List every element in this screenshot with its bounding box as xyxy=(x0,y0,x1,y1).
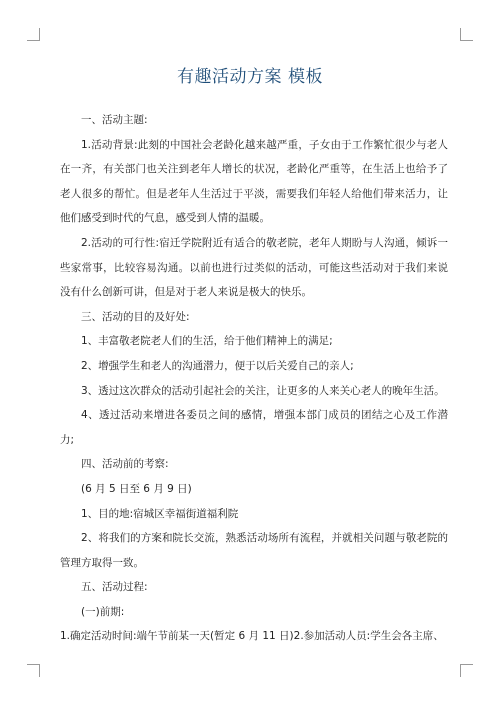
document-title: 有趣活动方案 模板 xyxy=(177,67,323,87)
paragraph-feasibility: 2.活动的可行性:宿迁学院附近有适合的敬老院，老年人期盼与人沟通，倾诉一些家常事，比较容易沟通。以前也进行过类似的活动，可能这些活动对于我们来说没有什么创新可讲，但是对于老人来说是极大的快乐。 xyxy=(60,236,448,299)
paragraph-background: 1.活动背景:此刻的中国社会老龄化越来越严重，子女由于工作繁忙很少与老人在一齐，有关部门也关注到老年人增长的状况，老龄化严重等，在生活上也给予了老人很多的帮忙。但是老年人生活过于平淡，需要我们年轻人给他们带来活力，让他们感受到时代的气息，感受到人情的温暖。 xyxy=(60,138,448,225)
section-heading-process: 五、活动过程: xyxy=(81,581,148,594)
purpose-item-4: 4、透过活动来增进各委员之间的感情，增强本部门成员的团结之心及工作潜力; xyxy=(60,409,448,446)
crop-mark-bottom-left xyxy=(27,664,40,677)
process-item-1: 1.确定活动时间:端午节前某一天(暂定 6 月 11 日)2.参加活动人员:学生会各主席、 xyxy=(60,630,444,643)
process-subheading-early: (一)前期: xyxy=(81,605,125,618)
purpose-item-2: 2、增强学生和老人的沟通潜力，便于以后关爱自己的亲人; xyxy=(81,359,354,372)
crop-mark-top-right xyxy=(460,28,473,41)
inspection-item-2: 2、将我们的方案和院长交流，熟悉活动场所有流程，并就相关问题与敬老院的管理方取得一致。 xyxy=(60,532,448,569)
inspection-date-range: (6 月 5 日至 6 月 9 日) xyxy=(81,482,192,495)
inspection-item-1: 1、目的地:宿城区幸福街道福利院 xyxy=(81,507,239,520)
purpose-item-1: 1、丰富敬老院老人们的生活，给于他们精神上的满足; xyxy=(81,335,333,348)
crop-mark-top-left xyxy=(27,28,40,41)
section-heading-purpose: 三、活动的目的及好处: xyxy=(81,310,190,323)
document-body xyxy=(60,108,448,649)
purpose-item-3: 3、透过这次群众的活动引起社会的关注，让更多的人来关心老人的晚年生活。 xyxy=(81,384,445,397)
crop-mark-bottom-right xyxy=(460,664,473,677)
section-heading-theme: 一、活动主题: xyxy=(81,114,148,126)
section-heading-inspection: 四、活动前的考察: xyxy=(81,458,169,471)
